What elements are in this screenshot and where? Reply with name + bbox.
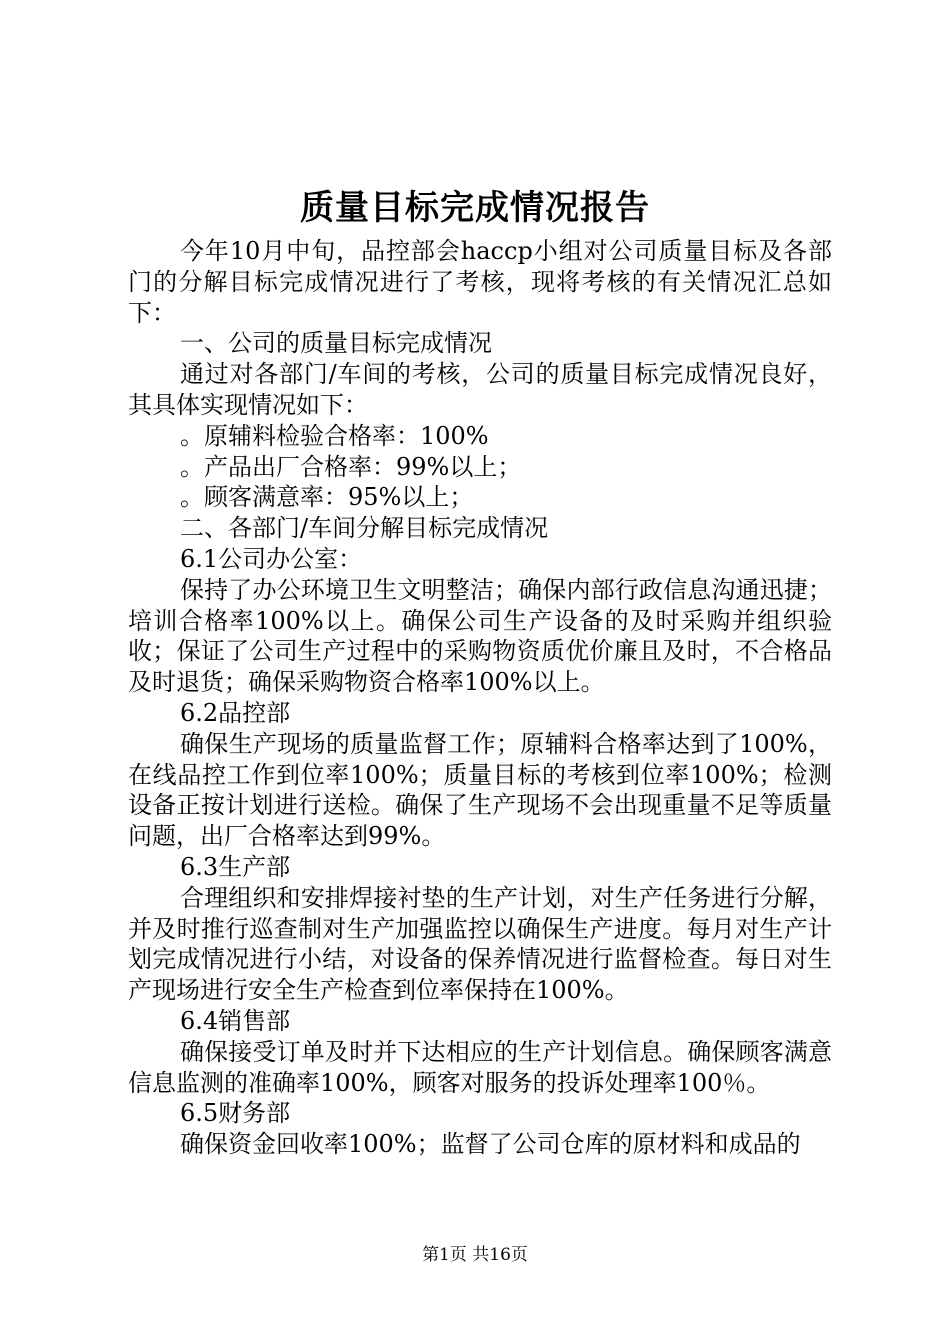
document-title: 质量目标完成情况报告 (300, 188, 650, 228)
document-body (128, 236, 832, 1160)
paragraph-intro: 今年10月中旬，品控部会haccp小组对公司质量目标及各部门的分解目标完成情况进行了考核，现将考核的有关情况汇总如下： (128, 237, 832, 327)
list-item: 。产品出厂合格率：99%以上； (180, 452, 522, 481)
paragraph-sales: 确保接受订单及时并下达相应的生产计划信息。确保顾客满意信息监测的准确率100%，顾客对服务的投诉处理率100％。 (128, 1037, 832, 1097)
paragraph-production: 合理组织和安排焊接衬垫的生产计划，对生产任务进行分解，并及时推行巡查制对生产加强监控以确保生产进度。每月对生产计划完成情况进行小结，对设备的保养情况进行监督检查。每日对生产现场进行安全生产检查到位率保持在100%。 (128, 883, 832, 1005)
subsection-heading-production: 6.3生产部 (180, 852, 291, 881)
subsection-heading-office: 6.1公司办公室： (180, 544, 363, 573)
list-item: 。原辅料检验合格率：100% (180, 421, 489, 450)
paragraph-finance: 确保资金回收率100%；监督了公司仓库的原材料和成品的 (180, 1130, 801, 1159)
paragraph-qc: 确保生产现场的质量监督工作；原辅料合格率达到了100%，在线品控工作到位率100%；质量目标的考核到位率100%；检测设备正按计划进行送检。确保了生产现场不会出现重量不足等质量问题，出厂合格率达到99%。 (128, 729, 832, 851)
section-heading-1: 一、公司的质量目标完成情况 (180, 329, 492, 358)
section-heading-2: 二、各部门/车间分解目标完成情况 (180, 514, 549, 543)
page-indicator: 第1页 共16页 (422, 1245, 528, 1265)
paragraph-section-1: 通过对各部门/车间的考核，公司的质量目标完成情况良好，其具体实现情况如下： (128, 360, 832, 419)
list-item: 。顾客满意率：95%以上； (180, 483, 474, 512)
paragraph-office: 保持了办公环境卫生文明整洁；确保内部行政信息沟通迅捷；培训合格率100%以上。确保公司生产设备的及时采购并组织验收；保证了公司生产过程中的采购物资质优价廉且及时，不合格品及时退货；确保采购物资合格率100%以上。 (128, 575, 832, 697)
subsection-heading-finance: 6.5财务部 (180, 1099, 291, 1128)
subsection-heading-qc: 6.2品控部 (180, 698, 291, 727)
subsection-heading-sales: 6.4销售部 (180, 1006, 291, 1035)
